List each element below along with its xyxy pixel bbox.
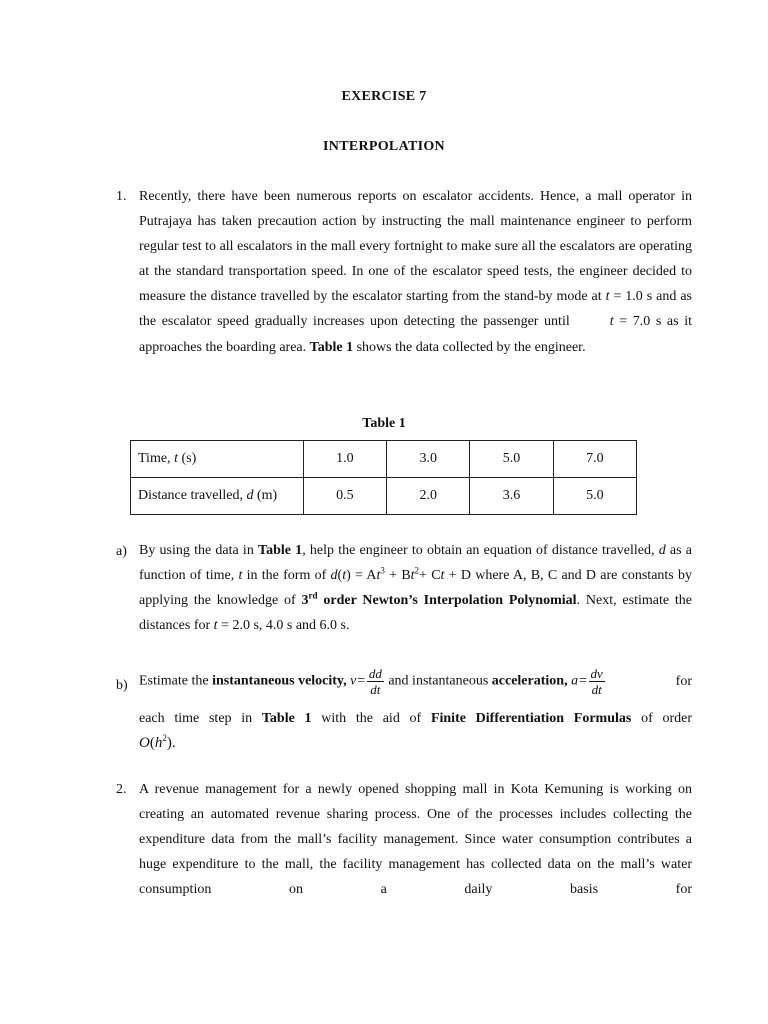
part-b-order: $O(h^2)$. bbox=[139, 733, 176, 751]
row-label-time: Time, t (s) bbox=[131, 441, 304, 478]
question-1-number: 1. bbox=[116, 189, 127, 204]
table-row-distance bbox=[131, 478, 637, 515]
table-cell: 1.0 bbox=[303, 441, 386, 478]
topic-title: INTERPOLATION bbox=[323, 139, 445, 154]
table-1-title: Table 1 bbox=[362, 416, 406, 431]
exercise-title: EXERCISE 7 bbox=[341, 89, 427, 104]
question-1-text: Recently, there have been numerous reports on escalator accidents. Hence, a mall operator in Putrajaya has taken precaution action by instructing the mall maintenance engineer to perform regular test to all escalators in the mall every fortnight to make sure all the escalators are operating at the standard transportation speed. In one of the escalator speed tests, the engineer decided to measure the distance travelled by the escalator starting from the stand-by mode at t = 1.0 s and as the escalator speed gradually increases upon detecting the passenger until t = 7.0 s as it approaches the boarding area. Table 1 shows the data collected by the engineer. bbox=[139, 189, 692, 355]
table-cell: 3.6 bbox=[470, 478, 553, 515]
part-b-line-1: Estimate the instantaneous velocity, v= $\frac{dd}{dt}$ and instantaneous acceleration, a= $\frac{dv}{dt}$ for bbox=[139, 666, 692, 697]
table-cell: 5.0 bbox=[553, 478, 636, 515]
part-a-label: a) bbox=[116, 544, 127, 559]
part-b-label: b) bbox=[116, 678, 128, 693]
row-label-distance: Distance travelled, d (m) bbox=[131, 478, 304, 515]
acceleration-fraction: $\frac{dv}{dt}$ bbox=[590, 666, 603, 697]
table-cell: 0.5 bbox=[303, 478, 386, 515]
table-cell: 2.0 bbox=[387, 478, 470, 515]
part-b-line-2: each time step in Table 1 with the aid of Finite Differentiation Formulas of order bbox=[139, 711, 692, 726]
velocity-fraction: $\frac{dd}{dt}$ bbox=[368, 666, 382, 697]
table-row-time bbox=[131, 441, 637, 478]
table-cell: 7.0 bbox=[553, 441, 636, 478]
table-cell: 3.0 bbox=[387, 441, 470, 478]
question-2-number: 2. bbox=[116, 782, 127, 797]
data-table bbox=[130, 440, 637, 515]
part-a-text: By using the data in Table 1, help the engineer to obtain an equation of distance travelled, d as a function of time, t in the form of $d(t) = At^3 + Bt^2+ Ct + D$ where A, B, C and D are constants by applying the knowledge of 3rd order Newton’s Interpolation Polynomial. Next, estimate the distances for t = 2.0 s, 4.0 s and 6.0 s. bbox=[139, 543, 693, 634]
table-cell: 5.0 bbox=[470, 441, 553, 478]
question-2-text: A revenue management for a newly opened shopping mall in Kota Kemuning is working on creating an automated revenue sharing process. One of the processes includes collecting the expenditure data from the mall’s facility management. Since water consumption contributes a huge expenditure to the mall, the facility management has collected data on the mall’s water consumption on a daily basis for bbox=[139, 782, 692, 898]
